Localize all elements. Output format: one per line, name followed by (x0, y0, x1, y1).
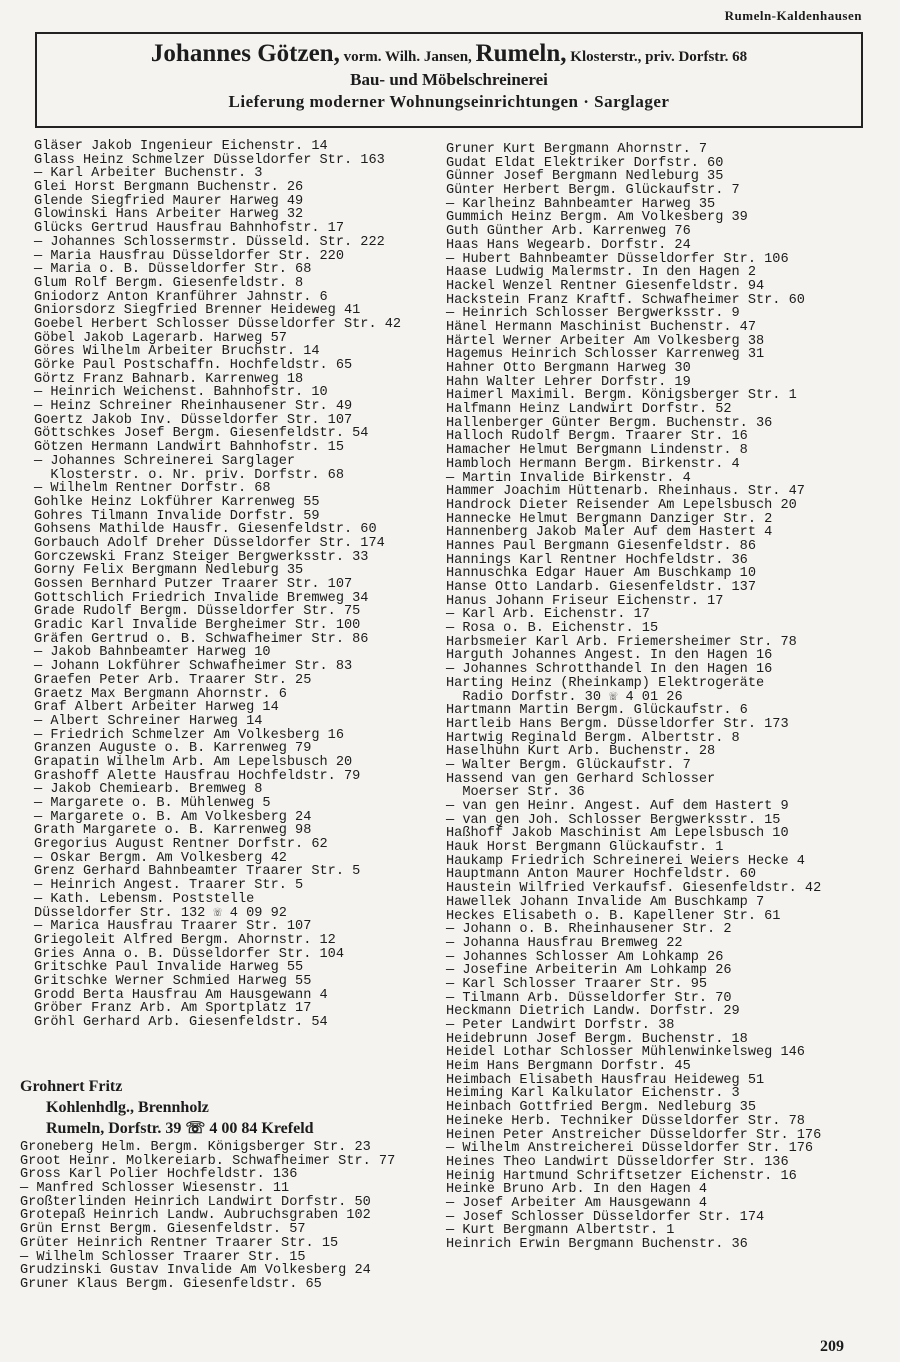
directory-entry: Gossen Bernhard Putzer Traarer Str. 107 (34, 577, 353, 592)
ad-trade: Bau- und Möbelschreinerei (350, 70, 548, 89)
directory-entry: Klosterstr. o. Nr. priv. Dorfstr. 68 (34, 467, 344, 483)
ad-address: Klosterstr., priv. Dorfstr. 68 (566, 49, 748, 65)
directory-entry: Gläser Jakob Ingenieur Eichenstr. 14 (34, 139, 328, 154)
directory-entry: — Peter Landwirt Dorfstr. 38 (446, 1018, 675, 1033)
directory-entry: — Johannes Schreinerei Sarglager (34, 453, 296, 469)
directory-entry: — Johann Lokführer Schwafheimer Str. 83 (34, 659, 353, 675)
directory-entry: Hassend van gen Gerhard Schlosser (446, 771, 716, 787)
directory-entry: Haase Ludwig Malermstr. In den Hagen 2 (446, 265, 756, 281)
directory-entry: Radio Dorfstr. 30 ☏ 4 01 26 (446, 689, 683, 705)
directory-entry: Groot Heinr. Molkereiarb. Schwafheimer Str. 77 (20, 1153, 396, 1169)
directory-entry: — Johannes Schlossermstr. Düsseld. Str. 222 (34, 234, 385, 250)
directory-entry: Glücks Gertrud Hausfrau Bahnhofstr. 17 (34, 221, 344, 237)
directory-entry: Gries Anna o. B. Düsseldorfer Str. 104 (34, 946, 344, 962)
left-column-entries-a (34, 140, 401, 1030)
grohnert-name: Grohnert Fritz (20, 1078, 123, 1095)
directory-entry: Heidebrunn Josef Bergm. Buchenstr. 18 (446, 1031, 748, 1047)
directory-entry: Gohsens Mathilde Hausfr. Giesenfeldstr. 60 (34, 522, 377, 538)
directory-entry: Gniodorz Anton Kranführer Jahnstr. 6 (34, 289, 328, 305)
directory-entry: Grodd Berta Hausfrau Am Hausgewann 4 (34, 987, 328, 1003)
directory-entry: — Karlheinz Bahnbeamter Harweg 35 (446, 196, 716, 212)
directory-entry: — Wilhelm Anstreicherei Düsseldorfer Str. 176 (446, 1141, 814, 1157)
directory-entry: Haßhoff Jakob Maschinist Am Lepelsbusch 10 (446, 826, 789, 842)
directory-entry: Griegoleit Alfred Bergm. Ahornstr. 12 (34, 932, 336, 948)
directory-entry: Hahn Walter Lehrer Dorfstr. 19 (446, 374, 691, 390)
directory-entry: Heckmann Dietrich Landw. Dorfstr. 29 (446, 1004, 740, 1020)
directory-entry: Hahner Otto Bergmann Harweg 30 (446, 361, 691, 376)
directory-entry: Gudat Eldat Elektriker Dorfstr. 60 (446, 155, 724, 171)
directory-entry: Hauk Horst Bergmann Glückaufstr. 1 (446, 840, 724, 856)
directory-entry: Gniorsdorz Siegfried Brenner Heideweg 41 (34, 303, 361, 319)
directory-entry: — Karl Schlosser Traarer Str. 95 (446, 976, 708, 992)
directory-entry: — Johanna Hausfrau Bremweg 22 (446, 935, 683, 951)
directory-entry: Härtel Werner Arbeiter Am Volkesberg 38 (446, 333, 765, 349)
directory-entry: Haukamp Friedrich Schreinerei Weiers Hecke 4 (446, 853, 805, 869)
directory-entry: Granzen Auguste o. B. Karrenweg 79 (34, 741, 312, 757)
directory-entry: — Josef Arbeiter Am Hausgewann 4 (446, 1195, 708, 1211)
directory-entry: Glum Rolf Bergm. Giesenfeldstr. 8 (34, 275, 304, 291)
directory-entry: Hannes Paul Bergmann Giesenfeldstr. 86 (446, 538, 756, 554)
directory-entry: Hartmann Martin Bergm. Glückaufstr. 6 (446, 703, 748, 719)
directory-entry: Glende Siegfried Maurer Harweg 49 (34, 193, 304, 209)
directory-entry: — Tilmann Arb. Düsseldorfer Str. 70 (446, 990, 732, 1006)
directory-entry: Grapatin Wilhelm Arb. Am Lepelsbusch 20 (34, 754, 353, 770)
directory-entry: Heckes Elisabeth o. B. Kapellener Str. 61 (446, 908, 781, 924)
directory-entry: Heinbach Gottfried Bergm. Nedleburg 35 (446, 1100, 756, 1116)
directory-entry: Heineke Herb. Techniker Düsseldorfer Str. 78 (446, 1113, 805, 1129)
directory-entry: — Johannes Schlosser Am Lohkamp 26 (446, 949, 724, 965)
directory-entry: Gross Karl Polier Hochfeldstr. 136 (20, 1167, 298, 1183)
directory-entry: Günner Josef Bergmann Nedleburg 35 (446, 169, 724, 185)
directory-entry: Günter Herbert Bergm. Glückaufstr. 7 (446, 183, 740, 199)
directory-entry: Heim Hans Bergmann Dorfstr. 45 (446, 1059, 691, 1075)
directory-entry: Glowinski Hans Arbeiter Harweg 32 (34, 207, 304, 223)
directory-entry: Gorbauch Adolf Dreher Düsseldorfer Str. 174 (34, 535, 385, 551)
directory-entry: Goebel Herbert Schlosser Düsseldorfer Str. 42 (34, 316, 402, 332)
directory-entry: Heimbach Elisabeth Hausfrau Heideweg 51 (446, 1072, 765, 1088)
directory-entry: Göttschkes Josef Bergm. Giesenfeldstr. 54 (34, 426, 369, 442)
directory-entry: Moerser Str. 36 (446, 785, 585, 801)
directory-entry: Hamacher Helmut Bergmann Lindenstr. 8 (446, 443, 748, 459)
directory-entry: — Maria o. B. Düsseldorfer Str. 68 (34, 262, 312, 278)
directory-entry: — Karl Arbeiter Buchenstr. 3 (34, 166, 263, 182)
running-head: Rumeln-Kaldenhausen (724, 8, 862, 23)
directory-entry: Gohres Tilmann Invalide Dorfstr. 59 (34, 508, 320, 524)
directory-entry: — van gen Heinr. Angest. Auf dem Hastert 9 (446, 799, 789, 814)
directory-entry: Hanse Otto Landarb. Giesenfeldstr. 137 (446, 580, 756, 595)
directory-entry: Hanus Johann Friseur Eichenstr. 17 (446, 593, 724, 609)
directory-entry: Hartwig Reginald Bergm. Albertstr. 8 (446, 730, 740, 746)
directory-entry: Hannuschka Edgar Hauer Am Buschkamp 10 (446, 566, 756, 582)
directory-entry: Hackstein Franz Kraftf. Schwafheimer Str. 60 (446, 292, 805, 308)
directory-entry: Grath Margarete o. B. Karrenweg 98 (34, 823, 312, 839)
directory-entry: — Wilhelm Schlosser Traarer Str. 15 (20, 1249, 306, 1265)
directory-entry: Gorczewski Franz Steiger Bergwerksstr. 33 (34, 549, 369, 565)
directory-entry: — Oskar Bergm. Am Volkesberg 42 (34, 850, 287, 866)
directory-entry: — Martin Invalide Birkenstr. 4 (446, 470, 691, 486)
directory-entry: — Heinrich Schlosser Bergwerksstr. 9 (446, 306, 740, 322)
directory-entry: Haustein Wilfried Verkaufsf. Giesenfeldstr. 42 (446, 881, 822, 897)
directory-entry: Halfmann Heinz Landwirt Dorfstr. 52 (446, 402, 732, 418)
directory-entry: Heines Theo Landwirt Düsseldorfer Str. 136 (446, 1154, 789, 1170)
directory-entry: — Rosa o. B. Eichenstr. 15 (446, 621, 659, 637)
directory-entry: — Josef Schlosser Düsseldorfer Str. 174 (446, 1209, 765, 1225)
directory-entry: Hannenberg Jakob Maler Auf dem Hastert 4 (446, 525, 773, 541)
directory-entry: Gruner Klaus Bergm. Giesenfeldstr. 65 (20, 1276, 322, 1292)
directory-entry: Gohlke Heinz Lokführer Karrenweg 55 (34, 494, 320, 510)
directory-entry: — Heinrich Weichenst. Bahnhofstr. 10 (34, 385, 328, 401)
directory-entry: Hänel Hermann Maschinist Buchenstr. 47 (446, 319, 756, 335)
directory-entry: Haimerl Maximil. Bergm. Königsberger Str. 1 (446, 388, 797, 404)
directory-entry: Hawellek Johann Invalide Am Buschkamp 7 (446, 894, 765, 910)
directory-entry: — Jakob Chemiearb. Bremweg 8 (34, 782, 263, 798)
grohnert-address: Rumeln, Dorfstr. 39 ☏ 4 00 84 Krefeld (46, 1120, 314, 1137)
directory-entry: Hauptmann Anton Maurer Hochfeldstr. 60 (446, 867, 756, 883)
directory-entry: Graf Albert Arbeiter Harweg 14 (34, 700, 279, 716)
directory-entry: — Manfred Schlosser Wiesenstr. 11 (20, 1181, 290, 1197)
directory-entry: Harguth Johannes Angest. In den Hagen 16 (446, 648, 773, 664)
directory-entry: — Wilhelm Rentner Dorfstr. 68 (34, 481, 271, 497)
directory-entry: Hallenberger Günter Bergm. Buchenstr. 36 (446, 415, 773, 431)
directory-entry: Göbel Jakob Lagerarb. Harweg 57 (34, 330, 287, 346)
advertisement-grohnert (20, 1076, 314, 1139)
directory-entry: Heinrich Erwin Bergmann Buchenstr. 36 (446, 1237, 748, 1252)
directory-entry: Gruner Kurt Bergmann Ahornstr. 7 (446, 142, 708, 157)
directory-entry: Heidel Lothar Schlosser Mühlenwinkelsweg 146 (446, 1045, 805, 1061)
directory-entry: Düsseldorfer Str. 132 ☏ 4 09 92 (34, 905, 287, 921)
directory-entry: Grade Rudolf Bergm. Düsseldorfer Str. 75 (34, 604, 361, 620)
directory-entry: Heinig Hartmund Schriftsetzer Eichenstr. 16 (446, 1168, 797, 1184)
directory-entry: Heinke Bruno Arb. In den Hagen 4 (446, 1182, 708, 1198)
directory-entry: — Jakob Bahnbeamter Harweg 10 (34, 645, 271, 661)
directory-entry: Gröhl Gerhard Arb. Giesenfeldstr. 54 (34, 1015, 328, 1030)
directory-entry: — Friedrich Schmelzer Am Volkesberg 16 (34, 727, 344, 743)
directory-entry: Heinen Peter Anstreicher Düsseldorfer Str. 176 (446, 1127, 822, 1143)
directory-entry: Hackel Wenzel Rentner Giesenfeldstr. 94 (446, 278, 765, 294)
directory-entry: Hambloch Hermann Bergm. Birkenstr. 4 (446, 456, 740, 472)
directory-entry: Gritschke Paul Invalide Harweg 55 (34, 960, 304, 976)
ad-headline (37, 40, 861, 68)
directory-entry: Grüter Heinrich Rentner Traarer Str. 15 (20, 1235, 339, 1251)
directory-entry: Hannings Karl Rentner Hochfeldstr. 36 (446, 552, 748, 568)
directory-entry: Halloch Rudolf Bergm. Traarer Str. 16 (446, 429, 748, 445)
directory-entry: — Marica Hausfrau Traarer Str. 107 (34, 919, 312, 935)
directory-entry: — Kath. Lebensm. Poststelle (34, 891, 255, 907)
directory-entry: — Heinrich Angest. Traarer Str. 5 (34, 878, 304, 894)
directory-entry: Grün Ernst Bergm. Giesenfeldstr. 57 (20, 1222, 306, 1238)
directory-entry: Gummich Heinz Bergm. Am Volkesberg 39 (446, 210, 748, 226)
ad-services: Lieferung moderner Wohnungseinrichtungen · Sarglager (228, 92, 670, 111)
directory-entry: Gregorius August Rentner Dorfstr. 62 (34, 837, 328, 853)
directory-entry: Goertz Jakob Inv. Düsseldorfer Str. 107 (34, 412, 353, 428)
directory-entry: Handrock Dieter Reisender Am Lepelsbusch 20 (446, 497, 797, 513)
directory-entry: — van gen Joh. Schlosser Bergwerksstr. 15 (446, 812, 781, 828)
right-column-entries (446, 143, 821, 1252)
directory-entry: Harting Heinz (Rheinkamp) Elektrogeräte (446, 675, 765, 691)
directory-entry: Glei Horst Bergmann Buchenstr. 26 (34, 180, 304, 196)
directory-entry: — Karl Arb. Eichenstr. 17 (446, 607, 650, 623)
directory-entry: Grudzinski Gustav Invalide Am Volkesberg 24 (20, 1263, 371, 1279)
page-number: 209 (820, 1338, 844, 1355)
directory-entry: Gradic Karl Invalide Bergheimer Str. 100 (34, 618, 361, 634)
directory-entry: Graetz Max Bergmann Ahornstr. 6 (34, 686, 287, 702)
directory-entry: Götzen Hermann Landwirt Bahnhofstr. 15 (34, 440, 344, 456)
directory-entry: Harbsmeier Karl Arb. Friemersheimer Str. 78 (446, 634, 797, 650)
directory-entry: Gritschke Werner Schmied Harweg 55 (34, 973, 312, 989)
directory-entry: Hagemus Heinrich Schlosser Karrenweg 31 (446, 347, 765, 363)
directory-entry: — Josefine Arbeiterin Am Lohkamp 26 (446, 963, 732, 979)
directory-entry: Haas Hans Wegearb. Dorfstr. 24 (446, 237, 691, 253)
directory-entry: Grashoff Alette Hausfrau Hochfeldstr. 79 (34, 768, 361, 784)
ad-predecessor: vorm. Wilh. Jansen, (339, 49, 476, 65)
directory-entry: — Margarete o. B. Am Volkesberg 24 (34, 809, 312, 825)
directory-entry: Hammer Joachim Hüttenarb. Rheinhaus. Str. 47 (446, 484, 805, 500)
directory-entry: Großterlinden Heinrich Landwirt Dorfstr. 50 (20, 1194, 371, 1210)
directory-entry: Guth Günther Arb. Karrenweg 76 (446, 224, 691, 240)
directory-entry: Gröber Franz Arb. Am Sportplatz 17 (34, 1001, 312, 1017)
directory-entry: Groneberg Helm. Bergm. Königsberger Str. 23 (20, 1140, 371, 1155)
directory-entry: Gräfen Gertrud o. B. Schwafheimer Str. 86 (34, 631, 369, 647)
directory-entry: Haselhuhn Kurt Arb. Buchenstr. 28 (446, 744, 716, 760)
grohnert-trade: Kohlenhdlg., Brennholz (46, 1099, 209, 1116)
ad-company-name: Johannes Götzen, (150, 40, 340, 67)
directory-entry: Hannecke Helmut Bergmann Danziger Str. 2 (446, 511, 773, 527)
directory-entry: Gottschlich Friedrich Invalide Bremweg 34 (34, 590, 369, 606)
directory-entry: — Maria Hausfrau Düsseldorfer Str. 220 (34, 248, 344, 264)
directory-entry: Heiming Karl Kalkulator Eichenstr. 3 (446, 1086, 740, 1102)
directory-entry: — Kurt Bergmann Albertstr. 1 (446, 1223, 675, 1239)
advertisement-goetzen (35, 32, 863, 128)
directory-entry: Gorny Felix Bergmann Nedleburg 35 (34, 563, 304, 579)
directory-entry: Grenz Gerhard Bahnbeamter Traarer Str. 5 (34, 864, 361, 880)
directory-entry: Glass Heinz Schmelzer Düsseldorfer Str. 163 (34, 152, 385, 168)
directory-entry: — Margarete o. B. Mühlenweg 5 (34, 796, 271, 811)
directory-entry: Göres Wilhelm Arbeiter Bruchstr. 14 (34, 344, 320, 360)
directory-entry: Grotepaß Heinrich Landw. Aubruchsgraben 102 (20, 1208, 371, 1224)
directory-entry: Hartleib Hans Bergm. Düsseldorfer Str. 173 (446, 716, 789, 732)
directory-entry: — Walter Bergm. Glückaufstr. 7 (446, 757, 691, 773)
directory-entry: — Johann o. B. Rheinhausener Str. 2 (446, 922, 732, 938)
directory-entry: — Hubert Bahnbeamter Düsseldorfer Str. 106 (446, 251, 789, 267)
directory-entry: — Heinz Schreiner Rheinhausener Str. 49 (34, 399, 353, 415)
directory-entry: Görke Paul Postschaffn. Hochfeldstr. 65 (34, 358, 353, 373)
ad-town: Rumeln, (475, 40, 567, 67)
directory-entry: — Johannes Schrotthandel In den Hagen 16 (446, 662, 773, 678)
directory-entry: Görtz Franz Bahnarb. Karrenweg 18 (34, 371, 304, 387)
left-column-entries-b (20, 1141, 395, 1292)
directory-entry: — Albert Schreiner Harweg 14 (34, 713, 263, 729)
directory-entry: Graefen Peter Arb. Traarer Str. 25 (34, 672, 312, 688)
